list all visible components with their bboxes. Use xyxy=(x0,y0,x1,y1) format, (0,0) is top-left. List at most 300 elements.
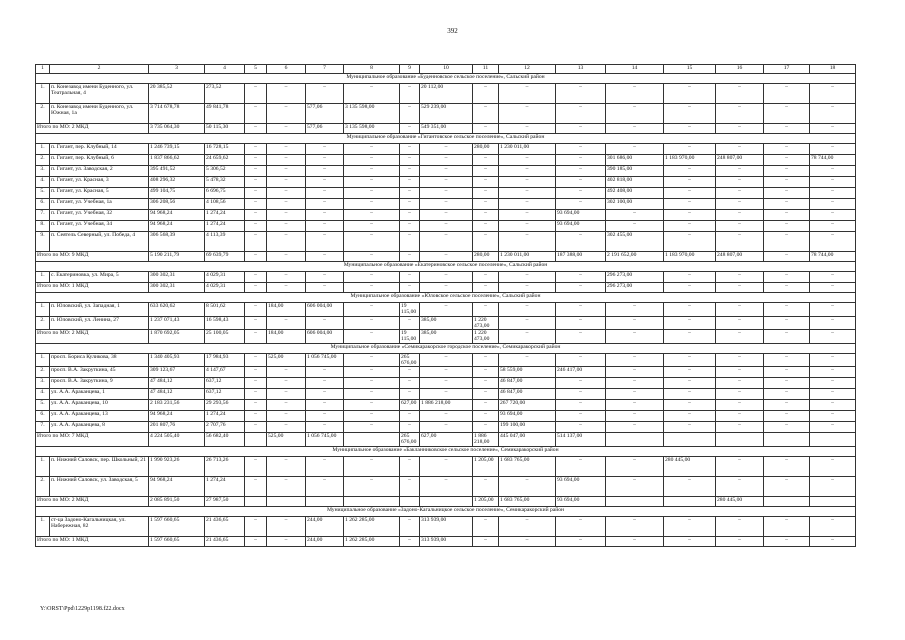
value-cell: – xyxy=(764,316,810,330)
value-cell: 8 501,62 xyxy=(205,303,245,317)
value-cell: 627,00 xyxy=(400,400,420,411)
value-cell: – xyxy=(420,188,473,199)
value-cell: 5 306,52 xyxy=(205,166,245,177)
value-cell: – xyxy=(400,210,420,221)
value-cell xyxy=(716,433,764,447)
value-cell: – xyxy=(400,166,420,177)
value-cell: 301 686,00 xyxy=(606,155,664,166)
value-cell: – xyxy=(764,367,810,378)
table-row xyxy=(36,177,856,188)
value-cell: – xyxy=(245,516,267,536)
value-cell: – xyxy=(810,272,856,283)
value-cell: 187 388,00 xyxy=(556,252,606,262)
value-cell: – xyxy=(810,516,856,536)
value-cell: 4 029,31 xyxy=(205,272,245,283)
value-cell: – xyxy=(606,221,664,232)
value-cell: – xyxy=(420,232,473,252)
value-cell: – xyxy=(400,272,420,283)
value-cell: – xyxy=(245,400,267,411)
value-cell: – xyxy=(400,177,420,188)
value-cell: – xyxy=(556,124,606,134)
value-cell: – xyxy=(267,411,306,422)
value-cell: – xyxy=(764,252,810,262)
value-cell: – xyxy=(499,104,556,124)
value-cell: 184,00 xyxy=(267,330,306,344)
value-cell: – xyxy=(245,104,267,124)
value-cell: – xyxy=(606,516,664,536)
value-cell: – xyxy=(306,177,344,188)
value-cell: – xyxy=(764,411,810,422)
address-cell: с. Екатериновка, ул. Мира, 5 xyxy=(50,272,149,283)
value-cell: – xyxy=(473,104,499,124)
value-cell: – xyxy=(267,252,306,262)
value-cell: – xyxy=(664,199,716,210)
table-row xyxy=(36,516,856,536)
value-cell: – xyxy=(420,144,473,155)
section-title: Муниципальное образование «Екатериновское сельское поселение», Сальский район xyxy=(36,262,856,272)
value-cell: – xyxy=(344,84,400,104)
total-label: Итого по МО: 9 МКД xyxy=(36,252,149,262)
value-cell: – xyxy=(267,199,306,210)
value-cell: – xyxy=(810,210,856,221)
value-cell: 1 990 923,26 xyxy=(149,456,205,476)
value-cell: – xyxy=(499,232,556,252)
value-cell: 1 886 218,00 xyxy=(420,400,473,411)
address-cell: ул. А.А. Араканцева, 13 xyxy=(50,411,149,422)
value-cell: – xyxy=(267,104,306,124)
value-cell: – xyxy=(267,272,306,283)
value-cell: – xyxy=(306,166,344,177)
value-cell: – xyxy=(499,303,556,317)
value-cell: – xyxy=(499,188,556,199)
value-cell: – xyxy=(400,221,420,232)
column-number-cell: 7 xyxy=(306,65,344,74)
value-cell: – xyxy=(606,411,664,422)
value-cell: 1 246 739,15 xyxy=(149,144,205,155)
value-cell: – xyxy=(245,411,267,422)
column-number-cell: 8 xyxy=(344,65,400,74)
value-cell: – xyxy=(606,316,664,330)
value-cell: 525,00 xyxy=(267,433,306,447)
value-cell xyxy=(420,496,473,506)
value-cell: 184,00 xyxy=(267,303,306,317)
value-cell: – xyxy=(245,367,267,378)
value-cell: – xyxy=(606,353,664,367)
value-cell: – xyxy=(810,378,856,389)
value-cell: – xyxy=(764,199,810,210)
value-cell: – xyxy=(606,456,664,476)
value-cell: – xyxy=(473,283,499,293)
value-cell xyxy=(764,433,810,447)
value-cell: – xyxy=(764,104,810,124)
value-cell: – xyxy=(267,283,306,293)
table-row xyxy=(36,84,856,104)
column-number-cell: 14 xyxy=(606,65,664,74)
value-cell: – xyxy=(810,232,856,252)
value-cell: – xyxy=(716,166,764,177)
value-cell: – xyxy=(764,188,810,199)
value-cell: – xyxy=(473,84,499,104)
value-cell: – xyxy=(764,389,810,400)
value-cell: – xyxy=(473,199,499,210)
value-cell: – xyxy=(810,177,856,188)
value-cell: 2 707,76 xyxy=(205,422,245,433)
value-cell: – xyxy=(420,221,473,232)
value-cell: – xyxy=(716,84,764,104)
value-cell: – xyxy=(716,199,764,210)
value-cell: – xyxy=(764,400,810,411)
value-cell: – xyxy=(664,516,716,536)
value-cell: – xyxy=(400,84,420,104)
table-row xyxy=(36,353,856,367)
value-cell: – xyxy=(556,353,606,367)
value-cell: – xyxy=(664,166,716,177)
value-cell: – xyxy=(344,303,400,317)
column-number-cell: 11 xyxy=(473,65,499,74)
value-cell: – xyxy=(664,378,716,389)
value-cell: – xyxy=(344,177,400,188)
address-cell: просп. Бориса Куликова, 38 xyxy=(50,353,149,367)
value-cell: – xyxy=(245,378,267,389)
value-cell: 94 968,24 xyxy=(149,221,205,232)
value-cell: 1 220 473,00 xyxy=(473,316,499,330)
section-title: Муниципальное образование «Буденновское сельское поселение», Сальский район xyxy=(36,74,856,84)
value-cell: 606 004,00 xyxy=(306,303,344,317)
value-cell: 529 239,00 xyxy=(420,104,473,124)
value-cell: 56 682,40 xyxy=(205,433,245,447)
value-cell: – xyxy=(400,124,420,134)
value-cell: – xyxy=(664,177,716,188)
value-cell: – xyxy=(499,476,556,496)
value-cell xyxy=(344,496,400,506)
value-cell: 577,06 xyxy=(306,124,344,134)
value-cell: – xyxy=(716,283,764,293)
value-cell: – xyxy=(764,456,810,476)
value-cell: – xyxy=(716,422,764,433)
value-cell: 390 185,00 xyxy=(606,166,664,177)
value-cell: – xyxy=(556,188,606,199)
value-cell: – xyxy=(664,411,716,422)
value-cell: – xyxy=(267,367,306,378)
value-cell: – xyxy=(344,411,400,422)
value-cell: – xyxy=(556,166,606,177)
value-cell: – xyxy=(344,389,400,400)
value-cell: – xyxy=(810,456,856,476)
value-cell: 302 455,00 xyxy=(606,232,664,252)
table-row xyxy=(36,389,856,400)
value-cell: – xyxy=(664,232,716,252)
row-number: 7. xyxy=(36,422,50,433)
value-cell: – xyxy=(400,283,420,293)
value-cell: 4 224 505,40 xyxy=(149,433,205,447)
value-cell: – xyxy=(810,400,856,411)
value-cell: – xyxy=(664,210,716,221)
value-cell: – xyxy=(556,199,606,210)
value-cell: – xyxy=(420,476,473,496)
value-cell: 1 274,24 xyxy=(205,221,245,232)
value-cell: – xyxy=(473,367,499,378)
value-cell: – xyxy=(664,283,716,293)
address-cell: ул. А.А. Араканцева, 10 xyxy=(50,400,149,411)
value-cell: 1 183 970,00 xyxy=(664,155,716,166)
value-cell: – xyxy=(245,144,267,155)
section-row xyxy=(36,134,856,144)
value-cell: – xyxy=(606,124,664,134)
value-cell: – xyxy=(606,389,664,400)
total-row xyxy=(36,536,856,546)
section-title: Муниципальное образование «Бакланниковское сельское поселение», Семикаракорский район xyxy=(36,446,856,456)
table-row xyxy=(36,378,856,389)
value-cell: 280,00 xyxy=(473,144,499,155)
row-number: 4. xyxy=(36,389,50,400)
register-table xyxy=(35,64,856,547)
value-cell: – xyxy=(606,210,664,221)
value-cell: – xyxy=(556,177,606,188)
value-cell: – xyxy=(306,411,344,422)
value-cell: – xyxy=(556,84,606,104)
value-cell: – xyxy=(267,124,306,134)
value-cell: – xyxy=(245,303,267,317)
value-cell: – xyxy=(473,232,499,252)
value-cell: 1 056 745,00 xyxy=(306,353,344,367)
value-cell: – xyxy=(344,367,400,378)
value-cell: – xyxy=(473,177,499,188)
value-cell: – xyxy=(306,199,344,210)
value-cell: – xyxy=(764,155,810,166)
value-cell: – xyxy=(245,124,267,134)
value-cell: 1 230 011,00 xyxy=(499,252,556,262)
value-cell: – xyxy=(556,144,606,155)
value-cell: 21 436,65 xyxy=(205,536,245,546)
value-cell: – xyxy=(344,476,400,496)
value-cell: – xyxy=(716,144,764,155)
value-cell: 1 205,00 xyxy=(473,456,499,476)
value-cell: 19 115,00 xyxy=(400,303,420,317)
value-cell: – xyxy=(420,155,473,166)
column-number-cell: 3 xyxy=(149,65,205,74)
table-row xyxy=(36,316,856,330)
value-cell: – xyxy=(245,536,267,546)
value-cell: – xyxy=(267,476,306,496)
value-cell: – xyxy=(400,155,420,166)
value-cell: – xyxy=(764,84,810,104)
value-cell: – xyxy=(267,155,306,166)
value-cell: – xyxy=(664,367,716,378)
value-cell: – xyxy=(400,411,420,422)
value-cell: – xyxy=(716,232,764,252)
value-cell: – xyxy=(556,104,606,124)
table-row xyxy=(36,232,856,252)
column-number-cell: 16 xyxy=(716,65,764,74)
row-number: 6. xyxy=(36,411,50,422)
value-cell: – xyxy=(344,210,400,221)
value-cell: – xyxy=(810,188,856,199)
value-cell: – xyxy=(664,536,716,546)
value-cell xyxy=(664,496,716,506)
column-number-cell: 1 xyxy=(36,65,50,74)
value-cell: – xyxy=(716,389,764,400)
value-cell: – xyxy=(306,422,344,433)
address-cell: ул. А.А. Араканцева, 1 xyxy=(50,389,149,400)
value-cell: – xyxy=(499,210,556,221)
value-cell: – xyxy=(499,516,556,536)
value-cell: – xyxy=(306,283,344,293)
value-cell: 16 728,15 xyxy=(205,144,245,155)
value-cell: – xyxy=(556,400,606,411)
value-cell: 637,12 xyxy=(205,389,245,400)
value-cell: 1 262 285,00 xyxy=(344,516,400,536)
value-cell: – xyxy=(664,303,716,317)
value-cell: 265 676,00 xyxy=(400,433,420,447)
value-cell: – xyxy=(499,283,556,293)
total-label: Итого по МО: 2 МКД xyxy=(36,124,149,134)
value-cell: – xyxy=(606,104,664,124)
value-cell: 16 598,43 xyxy=(205,316,245,330)
value-cell: – xyxy=(764,210,810,221)
total-row xyxy=(36,252,856,262)
row-number: 2. xyxy=(36,367,50,378)
value-cell: – xyxy=(764,124,810,134)
table-row xyxy=(36,210,856,221)
value-cell: – xyxy=(245,353,267,367)
value-cell: 1 597 660,65 xyxy=(149,516,205,536)
address-cell: п. Нижний Саловск, пер. Школьный, 21 xyxy=(50,456,149,476)
value-cell: – xyxy=(473,411,499,422)
value-cell: 280 445,00 xyxy=(664,456,716,476)
row-number: 3. xyxy=(36,166,50,177)
value-cell: 47 484,12 xyxy=(149,389,205,400)
value-cell: – xyxy=(664,104,716,124)
value-cell: – xyxy=(556,536,606,546)
value-cell: – xyxy=(499,536,556,546)
row-number: 1. xyxy=(36,456,50,476)
value-cell: 94 968,24 xyxy=(149,210,205,221)
value-cell: – xyxy=(664,476,716,496)
value-cell: – xyxy=(716,536,764,546)
value-cell: – xyxy=(473,303,499,317)
value-cell: – xyxy=(664,124,716,134)
value-cell: 313 939,00 xyxy=(420,536,473,546)
value-cell: 1 886 218,00 xyxy=(473,433,499,447)
value-cell: 4 147,67 xyxy=(205,367,245,378)
value-cell: – xyxy=(499,353,556,367)
value-cell: – xyxy=(716,177,764,188)
value-cell: 1 056 745,00 xyxy=(306,433,344,447)
value-cell: 3 735 064,30 xyxy=(149,124,205,134)
value-cell: 1 340 405,93 xyxy=(149,353,205,367)
value-cell: – xyxy=(764,378,810,389)
value-cell: – xyxy=(344,353,400,367)
row-number: 5. xyxy=(36,188,50,199)
value-cell: 199 100,00 xyxy=(499,422,556,433)
page-number: 392 xyxy=(447,27,458,35)
value-cell: – xyxy=(810,367,856,378)
value-cell: – xyxy=(245,221,267,232)
value-cell: – xyxy=(267,378,306,389)
value-cell: – xyxy=(556,303,606,317)
section-title: Муниципальное образование «Семикаракорское городское поселение», Семикаракорский район xyxy=(36,343,856,353)
value-cell: 3 135 598,00 xyxy=(344,104,400,124)
value-cell: – xyxy=(606,367,664,378)
value-cell xyxy=(306,496,344,506)
value-cell: – xyxy=(344,283,400,293)
value-cell: – xyxy=(810,536,856,546)
value-cell: – xyxy=(400,232,420,252)
footer-file-path: Y:\ORST\Ppd\1229p1198.f22.docx xyxy=(40,606,125,612)
value-cell: – xyxy=(306,316,344,330)
value-cell: – xyxy=(344,400,400,411)
value-cell: 201 807,76 xyxy=(149,422,205,433)
value-cell: – xyxy=(400,456,420,476)
value-cell: – xyxy=(716,400,764,411)
value-cell: – xyxy=(306,400,344,411)
value-cell: – xyxy=(499,84,556,104)
table-row xyxy=(36,422,856,433)
value-cell: – xyxy=(473,210,499,221)
value-cell: – xyxy=(764,166,810,177)
value-cell: – xyxy=(716,411,764,422)
value-cell: – xyxy=(420,272,473,283)
value-cell: – xyxy=(267,400,306,411)
value-cell: – xyxy=(400,367,420,378)
value-cell: – xyxy=(306,272,344,283)
value-cell: 46 847,00 xyxy=(499,378,556,389)
table-row xyxy=(36,166,856,177)
value-cell: – xyxy=(344,330,400,344)
table-row xyxy=(36,411,856,422)
value-cell: – xyxy=(400,422,420,433)
value-cell: 26 713,26 xyxy=(205,456,245,476)
value-cell: 385,00 xyxy=(420,316,473,330)
value-cell: – xyxy=(245,199,267,210)
value-cell: – xyxy=(306,232,344,252)
section-row xyxy=(36,446,856,456)
value-cell: 2 085 891,50 xyxy=(149,496,205,506)
table-row xyxy=(36,188,856,199)
value-cell: – xyxy=(267,166,306,177)
value-cell: – xyxy=(245,316,267,330)
value-cell: – xyxy=(473,378,499,389)
value-cell: – xyxy=(764,272,810,283)
value-cell: – xyxy=(400,476,420,496)
value-cell: – xyxy=(420,353,473,367)
value-cell: – xyxy=(473,353,499,367)
value-cell: – xyxy=(810,221,856,232)
column-number-cell: 18 xyxy=(810,65,856,74)
value-cell: – xyxy=(400,536,420,546)
value-cell: – xyxy=(716,104,764,124)
total-row xyxy=(36,124,856,134)
value-cell: – xyxy=(810,411,856,422)
value-cell: – xyxy=(344,166,400,177)
value-cell xyxy=(606,496,664,506)
address-cell: п. Сеятель Северный, ул. Победа, 4 xyxy=(50,232,149,252)
value-cell: – xyxy=(267,456,306,476)
value-cell: – xyxy=(664,400,716,411)
value-cell: – xyxy=(664,272,716,283)
section-title: Муниципальное образование «Гигантовское сельское поселение», Сальский район xyxy=(36,134,856,144)
value-cell: 29 293,56 xyxy=(205,400,245,411)
address-cell: п. Гигант, ул. Красная, 5 xyxy=(50,188,149,199)
row-number: 1. xyxy=(36,144,50,155)
value-cell: – xyxy=(606,144,664,155)
value-cell: – xyxy=(473,400,499,411)
value-cell: – xyxy=(245,188,267,199)
section-title: Муниципальное образование «Задоно-Кагальницкое сельское поселение», Семикаракорский район xyxy=(36,506,856,516)
value-cell: – xyxy=(606,330,664,344)
value-cell: – xyxy=(810,199,856,210)
value-cell: – xyxy=(606,400,664,411)
